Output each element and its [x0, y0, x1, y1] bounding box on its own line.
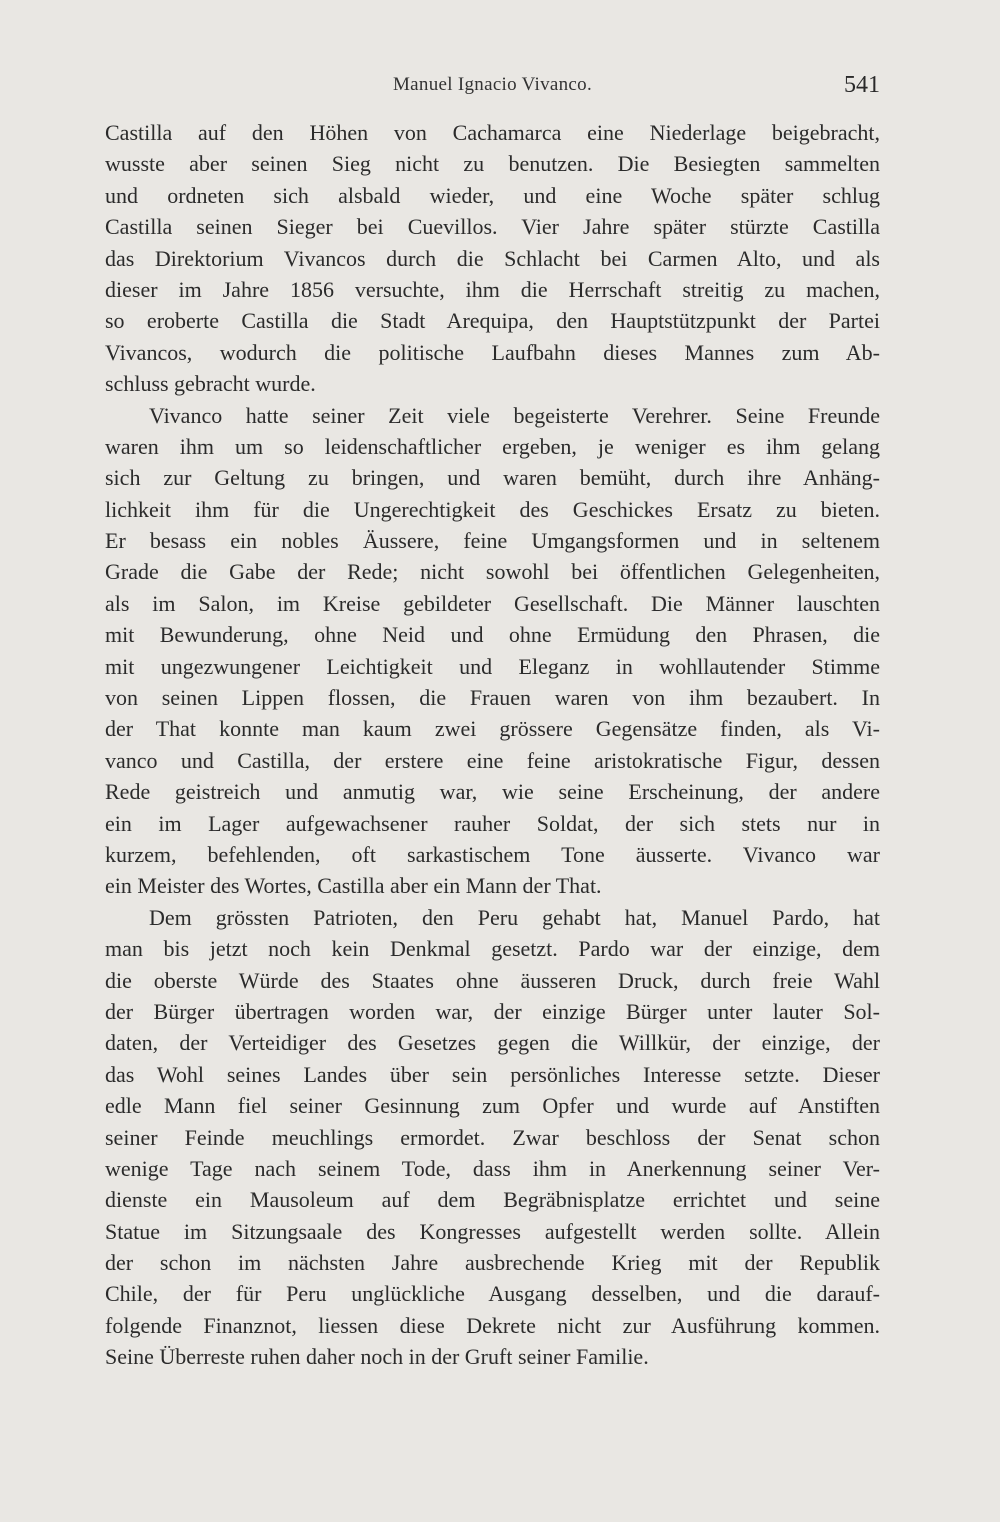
text-line: folgende Finanznot, liessen diese Dekrete nicht zur Ausführung kommen.: [105, 1312, 880, 1338]
text-line: dienste ein Mausoleum auf dem Begräbnisplatze errichtet und seine: [105, 1187, 880, 1213]
running-head: [105, 72, 880, 102]
running-title: Manuel Ignacio Vivanco.: [392, 74, 593, 95]
text-line: Castilla auf den Höhen von Cachamarca eine Niederlage beigebracht,: [105, 120, 880, 145]
text-line: Chile, der für Peru unglückliche Ausgang desselben, und die darauf-: [105, 1281, 880, 1307]
text-line: man bis jetzt noch kein Denkmal gesetzt. Pardo war der einzige, dem: [105, 936, 880, 962]
text-line: mit ungezwungener Leichtigkeit und Eleganz in wohllautender Stimme: [105, 653, 880, 679]
text-line: von seinen Lippen flossen, die Frauen waren von ihm bezaubert. In: [105, 685, 880, 711]
text-line: Statue im Sitzungsaale des Kongresses aufgestellt werden sollte. Allein: [105, 1218, 880, 1244]
text-line: Seine Überreste ruhen daher noch in der Gruft seiner Familie.: [105, 1344, 649, 1370]
text-line: das Wohl seines Landes über sein persönliches Interesse setzte. Dieser: [105, 1061, 880, 1087]
text-line: ein im Lager aufgewachsener rauher Soldat, der sich stets nur in: [105, 810, 880, 836]
text-line: Grade die Gabe der Rede; nicht sowohl bei öffentlichen Gelegenheiten,: [105, 559, 880, 585]
text-line: Dem grössten Patrioten, den Peru gehabt hat, Manuel Pardo, hat: [149, 904, 880, 930]
text-line: lichkeit ihm für die Ungerechtigkeit des Geschickes Ersatz zu bieten.: [105, 496, 880, 522]
text-line: seiner Feinde meuchlings ermordet. Zwar beschloss der Senat schon: [105, 1124, 880, 1150]
text-line: ein Meister des Wortes, Castilla aber ein Mann der That.: [105, 873, 602, 899]
text-line: dieser im Jahre 1856 versuchte, ihm die Herrschaft streitig zu machen,: [105, 276, 880, 302]
text-line: die oberste Würde des Staates ohne äusseren Druck, durch freie Wahl: [105, 967, 880, 993]
text-line: Vivancos, wodurch die politische Laufbahn dieses Mannes zum Ab-: [105, 339, 880, 365]
text-line: Er besass ein nobles Äussere, feine Umgangsformen und in seltenem: [105, 528, 880, 554]
text-line: waren ihm um so leidenschaftlicher ergeben, je weniger es ihm gelang: [105, 433, 880, 459]
text-line: vanco und Castilla, der erstere eine feine aristokratische Figur, dessen: [105, 747, 880, 773]
text-line: edle Mann fiel seiner Gesinnung zum Opfer und wurde auf Anstiften: [105, 1093, 880, 1119]
text-line: daten, der Verteidiger des Gesetzes gegen die Willkür, der einzige, der: [105, 1030, 880, 1056]
text-line: Castilla seinen Sieger bei Cuevillos. Vier Jahre später stürzte Castilla: [105, 214, 880, 240]
text-line: der That konnte man kaum zwei grössere Gegensätze finden, als Vi-: [105, 716, 880, 742]
page-number: 541: [844, 72, 880, 98]
text-line: und ordneten sich alsbald wieder, und eine Woche später schlug: [105, 182, 880, 208]
text-line: sich zur Geltung zu bringen, und waren bemüht, durch ihre Anhäng-: [105, 465, 880, 491]
text-line: Rede geistreich und anmutig war, wie seine Erscheinung, der andere: [105, 779, 880, 805]
text-line: so eroberte Castilla die Stadt Arequipa, den Hauptstützpunkt der Partei: [105, 308, 880, 334]
text-line: kurzem, befehlenden, oft sarkastischem Tone äusserte. Vivanco war: [105, 841, 880, 867]
text-line: mit Bewunderung, ohne Neid und ohne Ermüdung den Phrasen, die: [105, 622, 880, 648]
text-line: wenige Tage nach seinem Tode, dass ihm in Anerkennung seiner Ver-: [105, 1155, 880, 1181]
text-line: das Direktorium Vivancos durch die Schlacht bei Carmen Alto, und als: [105, 245, 880, 271]
text-line: schluss gebracht wurde.: [105, 371, 316, 397]
text-line: wusste aber seinen Sieg nicht zu benutzen. Die Besiegten sammelten: [105, 151, 880, 177]
text-line: der Bürger übertragen worden war, der einzige Bürger unter lauter Sol-: [105, 998, 880, 1024]
text-line: Vivanco hatte seiner Zeit viele begeisterte Verehrer. Seine Freunde: [149, 402, 880, 428]
text-line: der schon im nächsten Jahre ausbrechende Krieg mit der Republik: [105, 1250, 880, 1276]
body-text: [105, 117, 880, 1373]
text-line: als im Salon, im Kreise gebildeter Gesellschaft. Die Männer lauschten: [105, 590, 880, 616]
